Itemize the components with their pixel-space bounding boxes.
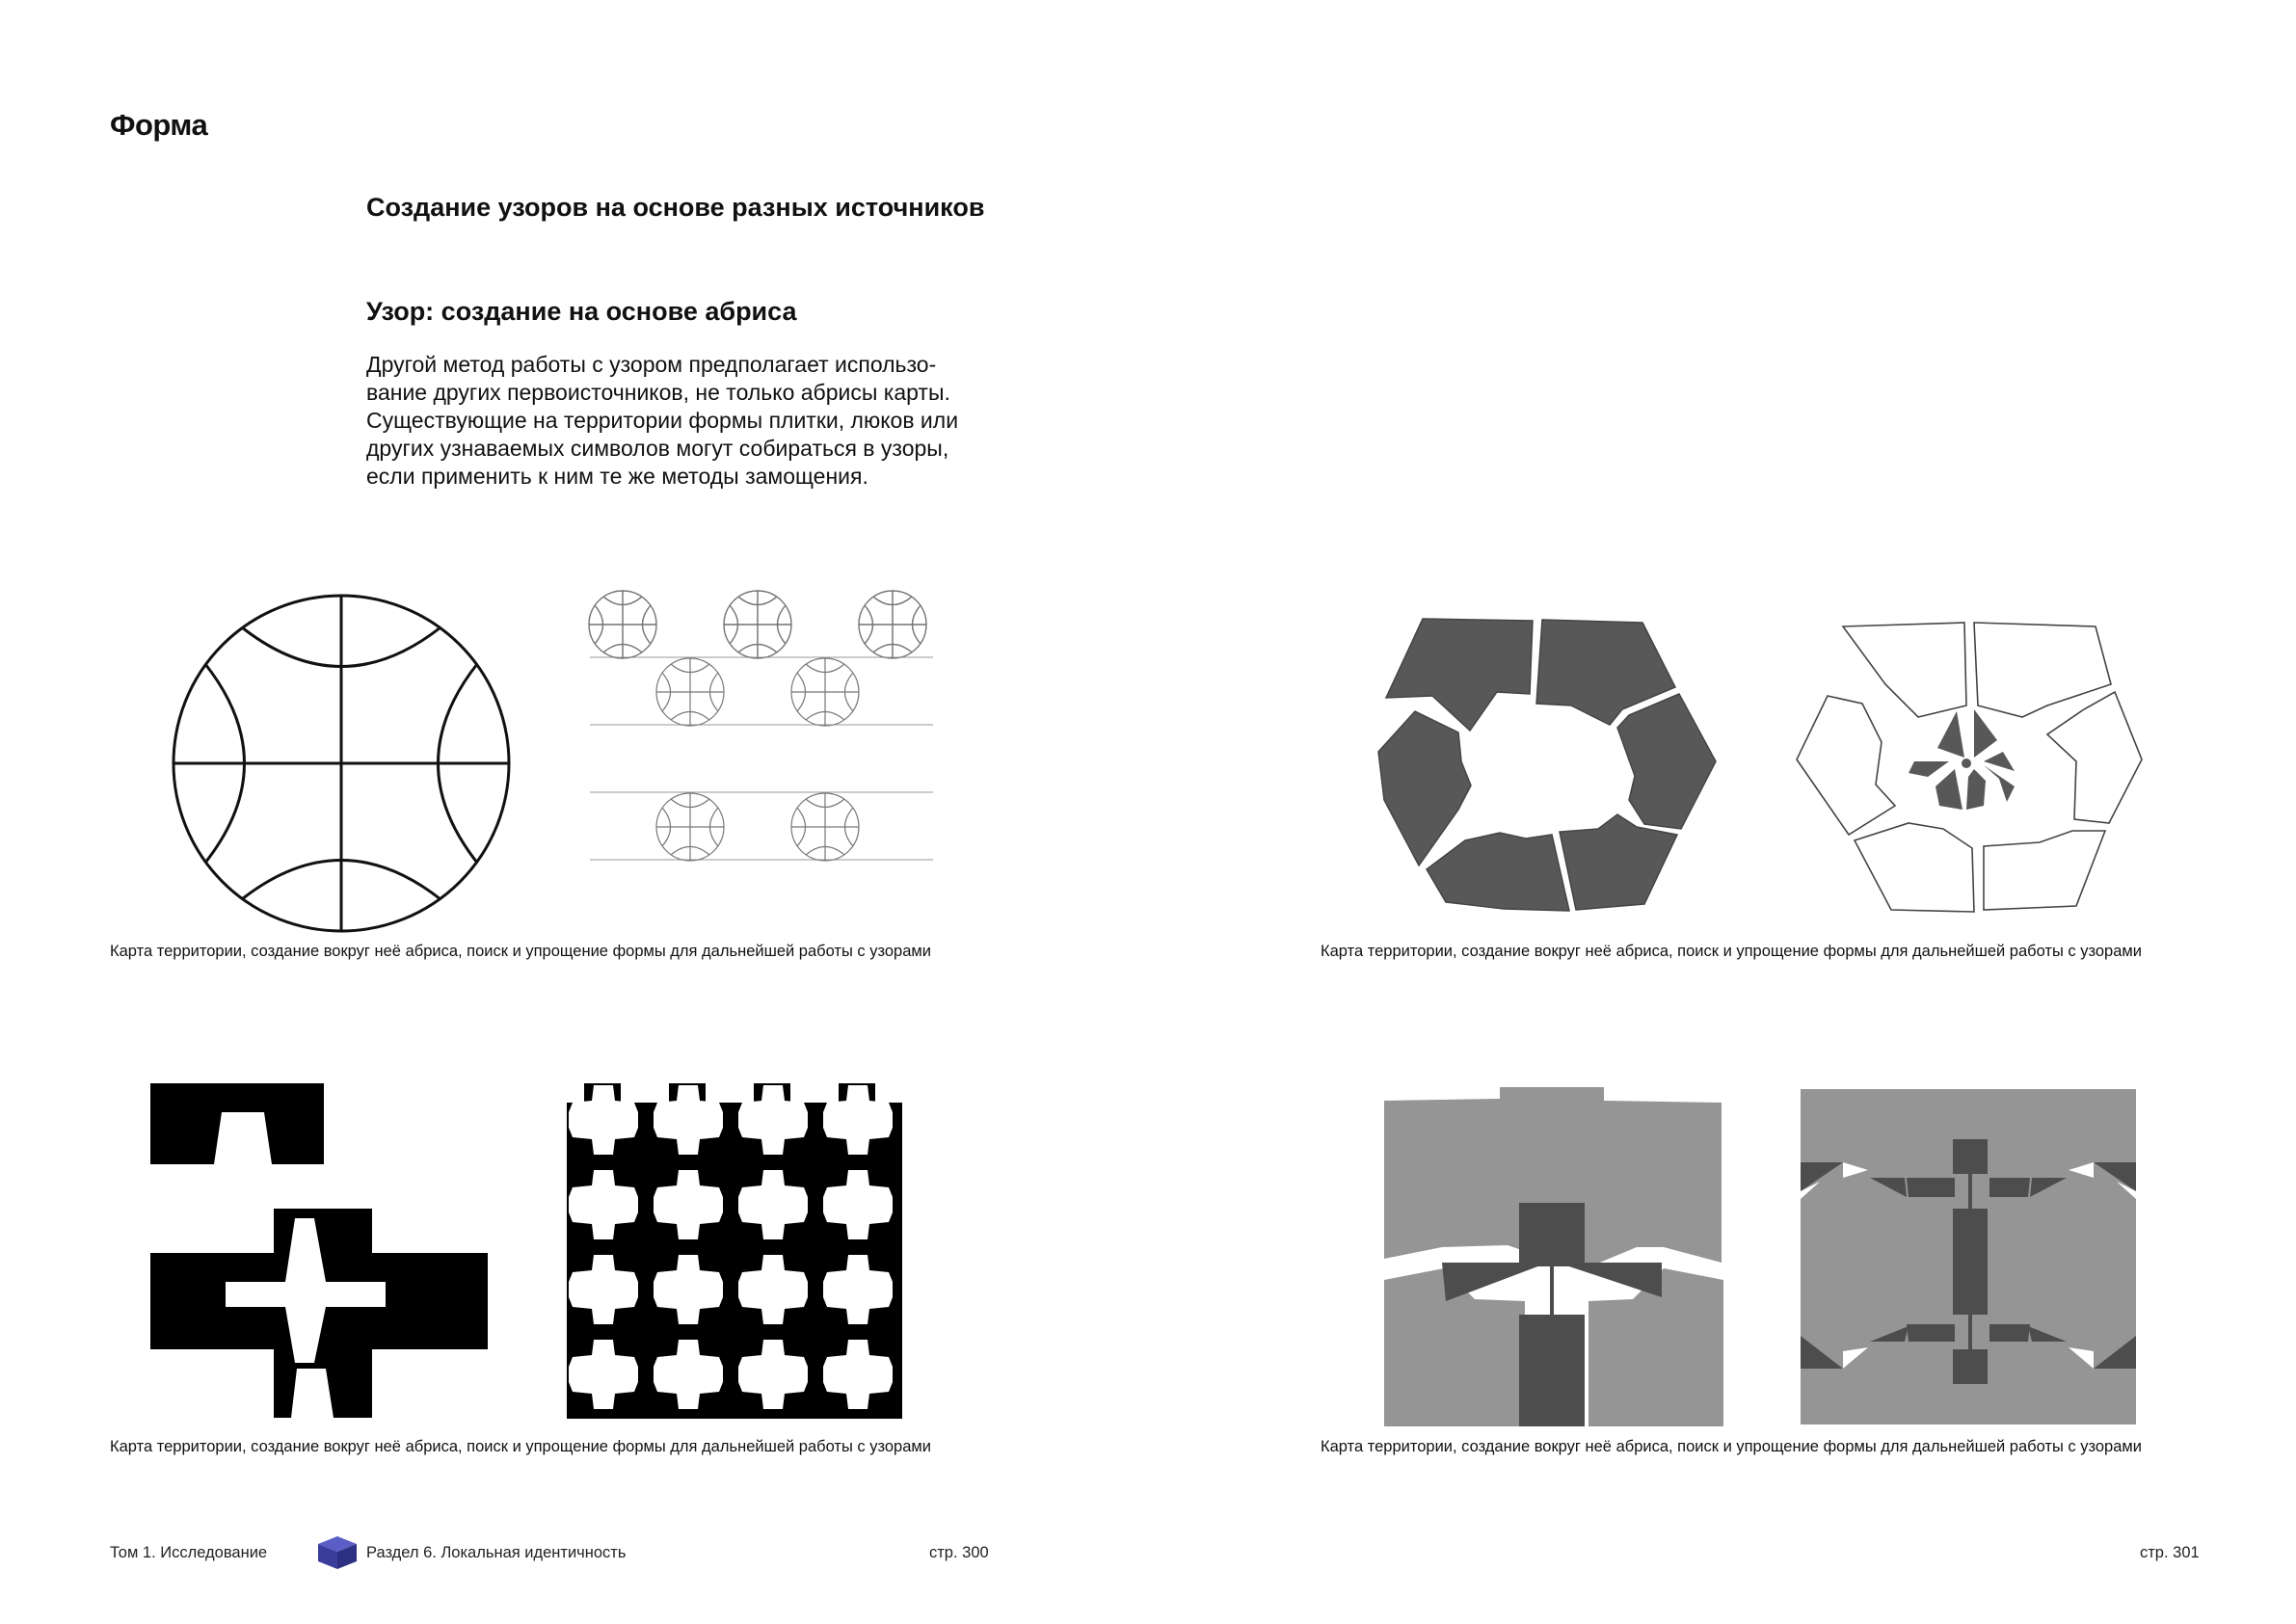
tile-circle bbox=[589, 591, 656, 658]
circle-outline-figure bbox=[168, 590, 515, 937]
tile-circle bbox=[656, 658, 724, 726]
caption-top-left: Карта территории, создание вокруг неё абриса, поиск и упрощение формы для дальнейшей работы с узорами bbox=[110, 943, 931, 960]
main-heading: Создание узоров на основе разных источников bbox=[366, 193, 985, 222]
tile-circle bbox=[791, 793, 859, 861]
caption-bottom-left: Карта территории, создание вокруг неё абриса, поиск и упрощение формы для дальнейшей работы с узорами bbox=[110, 1438, 931, 1455]
tile-circle bbox=[791, 658, 859, 726]
page-number-left: стр. 300 bbox=[929, 1544, 989, 1561]
footer-volume: Том 1. Исследование bbox=[110, 1544, 268, 1561]
body-paragraph: Другой метод работы с узором предполагает использо- вание других первоисточников, не только абрисы карты. Существующие на территории формы плитки, люков или других узнаваемых символов могут собираться в узоры, если применить к ним те же методы замощения. bbox=[366, 352, 959, 489]
cube-logo-icon bbox=[316, 1534, 359, 1571]
dark-hexagon-figure bbox=[1376, 617, 1723, 916]
outline-hexagon-figure bbox=[1795, 617, 2142, 920]
black-cross-figure bbox=[150, 1083, 488, 1421]
gray-tile-figure-b bbox=[1801, 1089, 2138, 1426]
circle-tile-pattern bbox=[588, 590, 935, 927]
tile-circle bbox=[724, 591, 791, 658]
tile-circle bbox=[656, 793, 724, 861]
caption-bottom-right: Карта территории, создание вокруг неё абриса, поиск и упрощение формы для дальнейшей работы с узорами bbox=[1321, 1438, 2142, 1455]
footer-section: Раздел 6. Локальная идентичность bbox=[366, 1544, 627, 1561]
sub-heading: Узор: создание на основе абриса bbox=[366, 297, 797, 326]
cross-tile-pattern bbox=[567, 1083, 904, 1421]
section-title: Форма bbox=[110, 108, 208, 142]
page-number-right: стр. 301 bbox=[2140, 1544, 2200, 1561]
caption-top-right: Карта территории, создание вокруг неё абриса, поиск и упрощение формы для дальнейшей работы с узорами bbox=[1321, 943, 2142, 960]
tile-circle bbox=[859, 591, 926, 658]
gray-tile-figure-a bbox=[1384, 1087, 1722, 1426]
